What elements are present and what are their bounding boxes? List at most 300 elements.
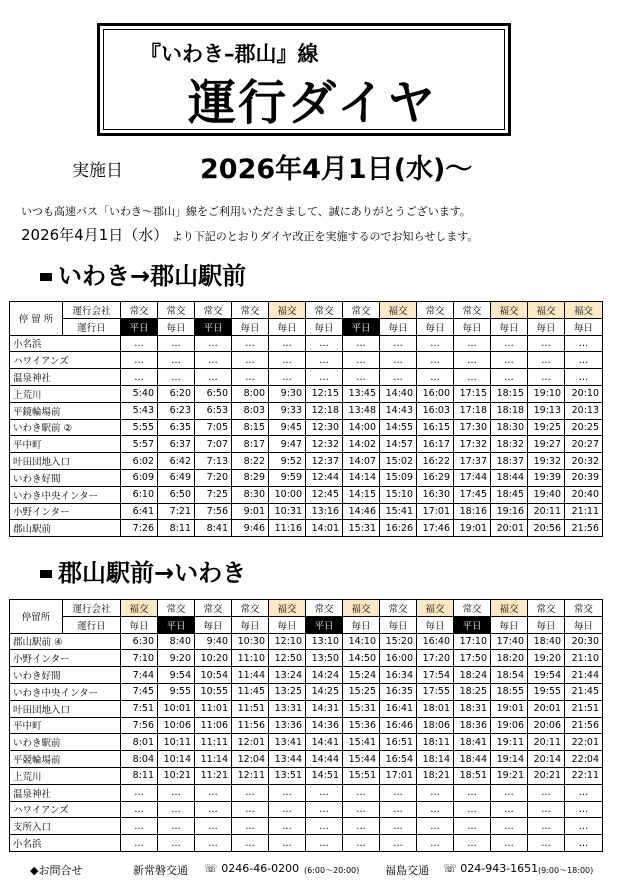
time-cell: 9:54 bbox=[158, 667, 195, 684]
time-cell: 18:51 bbox=[454, 767, 491, 784]
company-cell: 常交 bbox=[343, 302, 380, 319]
time-cell: 20:30 bbox=[565, 633, 603, 650]
time-cell: … bbox=[195, 835, 232, 852]
company-label: 運行会社 bbox=[63, 600, 121, 617]
stop-name: ハワイアンズ bbox=[10, 801, 121, 818]
time-cell: … bbox=[343, 352, 380, 369]
company-cell: 福交 bbox=[491, 302, 528, 319]
time-cell: 13:44 bbox=[269, 751, 306, 768]
time-cell: … bbox=[195, 801, 232, 818]
time-cell: 11:11 bbox=[195, 734, 232, 751]
time-cell: … bbox=[121, 818, 158, 835]
company-cell: 常交 bbox=[306, 600, 343, 617]
time-cell: 20:14 bbox=[528, 751, 565, 768]
time-cell: 16:03 bbox=[417, 402, 454, 419]
time-cell: … bbox=[454, 352, 491, 369]
time-cell: 19:01 bbox=[454, 520, 491, 537]
day-cell: 毎日 bbox=[343, 616, 380, 633]
time-cell: 13:16 bbox=[306, 503, 343, 520]
time-cell: … bbox=[195, 352, 232, 369]
time-cell: 10:30 bbox=[232, 633, 269, 650]
table-row bbox=[10, 436, 603, 453]
table-row bbox=[10, 369, 603, 386]
time-cell: 18:16 bbox=[454, 503, 491, 520]
time-cell: 15:02 bbox=[380, 453, 417, 470]
time-cell: … bbox=[565, 818, 603, 835]
time-cell: 14:31 bbox=[306, 700, 343, 717]
time-cell: 5:57 bbox=[121, 436, 158, 453]
time-cell: 7:44 bbox=[121, 667, 158, 684]
company-cell: 常交 bbox=[417, 302, 454, 319]
time-cell: 6:10 bbox=[121, 486, 158, 503]
company-cell: 常交 bbox=[454, 302, 491, 319]
time-cell: 10:11 bbox=[158, 734, 195, 751]
time-cell: … bbox=[380, 801, 417, 818]
day-cell: 毎日 bbox=[269, 616, 306, 633]
time-cell: 11:45 bbox=[232, 683, 269, 700]
time-cell: 15:24 bbox=[343, 667, 380, 684]
day-label: 運行日 bbox=[63, 616, 121, 633]
time-cell: 12:37 bbox=[306, 453, 343, 470]
company-name-1: 新常磐交通 bbox=[133, 864, 188, 877]
time-cell: 14:25 bbox=[306, 683, 343, 700]
time-cell: … bbox=[565, 335, 603, 352]
time-cell: 8:03 bbox=[232, 402, 269, 419]
time-cell: … bbox=[491, 801, 528, 818]
time-cell: 10:01 bbox=[158, 700, 195, 717]
company-cell: 福交 bbox=[417, 600, 454, 617]
time-cell: 7:56 bbox=[121, 717, 158, 734]
time-cell: … bbox=[306, 818, 343, 835]
company-row bbox=[10, 302, 603, 319]
time-cell: 17:01 bbox=[380, 767, 417, 784]
time-cell: 19:21 bbox=[491, 767, 528, 784]
outbound-heading bbox=[40, 256, 246, 291]
time-cell: 14:24 bbox=[306, 667, 343, 684]
time-cell: … bbox=[380, 369, 417, 386]
time-cell: 20:13 bbox=[565, 402, 603, 419]
time-cell: 7:07 bbox=[195, 436, 232, 453]
time-cell: 17:18 bbox=[454, 402, 491, 419]
time-cell: … bbox=[306, 784, 343, 801]
table-row bbox=[10, 469, 603, 486]
time-cell: … bbox=[417, 835, 454, 852]
table-row bbox=[10, 751, 603, 768]
time-cell: 9:59 bbox=[269, 469, 306, 486]
company-cell: 常交 bbox=[565, 600, 603, 617]
time-cell: 11:10 bbox=[232, 650, 269, 667]
time-cell: 17:44 bbox=[454, 469, 491, 486]
time-cell: 7:26 bbox=[121, 520, 158, 537]
table-row bbox=[10, 700, 603, 717]
notice-text: より下記のとおりダイヤ改正を実施するのでお知らせします。 bbox=[171, 230, 479, 243]
table-row bbox=[10, 385, 603, 402]
time-cell: 18:11 bbox=[417, 734, 454, 751]
time-cell: 16:35 bbox=[380, 683, 417, 700]
stop-name: 叶田団地入口 bbox=[10, 453, 121, 470]
time-cell: 18:41 bbox=[454, 734, 491, 751]
time-cell: … bbox=[195, 818, 232, 835]
route-name: 『いわき–郡山』線 bbox=[140, 42, 319, 66]
table-row bbox=[10, 650, 603, 667]
time-cell: 15:31 bbox=[343, 700, 380, 717]
time-cell: 9:33 bbox=[269, 402, 306, 419]
time-cell: 17:46 bbox=[417, 520, 454, 537]
time-cell: … bbox=[380, 835, 417, 852]
day-cell: 毎日 bbox=[491, 616, 528, 633]
time-cell: 19:55 bbox=[528, 683, 565, 700]
time-cell: 6:23 bbox=[158, 402, 195, 419]
company-cell: 常交 bbox=[232, 600, 269, 617]
time-cell: 13:45 bbox=[343, 385, 380, 402]
time-cell: 12:01 bbox=[232, 734, 269, 751]
time-cell: 18:06 bbox=[417, 717, 454, 734]
time-cell: 17:55 bbox=[417, 683, 454, 700]
time-cell: 14:40 bbox=[380, 385, 417, 402]
square-bullet-icon bbox=[40, 570, 52, 578]
time-cell: 20:01 bbox=[491, 520, 528, 537]
time-cell: 5:40 bbox=[121, 385, 158, 402]
time-cell: 14:46 bbox=[343, 503, 380, 520]
time-cell: 11:21 bbox=[195, 767, 232, 784]
company-cell: 福交 bbox=[269, 600, 306, 617]
time-cell: … bbox=[306, 835, 343, 852]
day-cell: 毎日 bbox=[417, 616, 454, 633]
time-cell: 19:16 bbox=[491, 503, 528, 520]
stop-header: 停 留 所 bbox=[10, 302, 63, 336]
title-box bbox=[97, 23, 511, 136]
time-cell: … bbox=[491, 835, 528, 852]
table-row bbox=[10, 667, 603, 684]
time-cell: 20:01 bbox=[528, 700, 565, 717]
time-cell: … bbox=[232, 335, 269, 352]
time-cell: 5:43 bbox=[121, 402, 158, 419]
company-cell: 常交 bbox=[454, 600, 491, 617]
time-cell: 20:39 bbox=[565, 469, 603, 486]
time-cell: 17:01 bbox=[417, 503, 454, 520]
time-cell: 6:09 bbox=[121, 469, 158, 486]
time-cell: 6:37 bbox=[158, 436, 195, 453]
time-cell: 15:10 bbox=[380, 486, 417, 503]
company-cell: 常交 bbox=[158, 600, 195, 617]
time-cell: … bbox=[528, 369, 565, 386]
day-cell: 毎日 bbox=[491, 318, 528, 335]
time-cell: 9:01 bbox=[232, 503, 269, 520]
time-cell: … bbox=[565, 801, 603, 818]
stop-name: 小野インター bbox=[10, 503, 121, 520]
inbound-timetable bbox=[9, 599, 603, 852]
page-title: 運行ダイヤ bbox=[188, 75, 438, 131]
time-cell: 22:01 bbox=[565, 734, 603, 751]
time-cell: 6:20 bbox=[158, 385, 195, 402]
time-cell: 18:18 bbox=[491, 402, 528, 419]
time-cell: 12:18 bbox=[306, 402, 343, 419]
stop-name: 平中町 bbox=[10, 717, 121, 734]
time-cell: 14:01 bbox=[306, 520, 343, 537]
time-cell: 11:16 bbox=[269, 520, 306, 537]
time-cell: 13:48 bbox=[343, 402, 380, 419]
time-cell: 9:46 bbox=[232, 520, 269, 537]
time-cell: … bbox=[454, 784, 491, 801]
time-cell: … bbox=[121, 335, 158, 352]
stop-name: いわき好間 bbox=[10, 667, 121, 684]
time-cell: 14:44 bbox=[306, 751, 343, 768]
day-cell: 平日 bbox=[306, 616, 343, 633]
stop-name: ハワイアンズ bbox=[10, 352, 121, 369]
time-cell: 8:00 bbox=[232, 385, 269, 402]
time-cell: 8:41 bbox=[195, 520, 232, 537]
company-cell: 常交 bbox=[380, 600, 417, 617]
time-cell: 7:21 bbox=[158, 503, 195, 520]
time-cell: … bbox=[565, 835, 603, 852]
table-row bbox=[10, 801, 603, 818]
day-cell: 毎日 bbox=[232, 616, 269, 633]
time-cell: … bbox=[158, 784, 195, 801]
time-cell: 7:45 bbox=[121, 683, 158, 700]
day-cell: 毎日 bbox=[306, 318, 343, 335]
time-cell: 8:29 bbox=[232, 469, 269, 486]
time-cell: 8:11 bbox=[158, 520, 195, 537]
time-cell: 16:40 bbox=[417, 633, 454, 650]
stop-name: 郡山駅前 ④ bbox=[10, 633, 121, 650]
time-cell: 22:04 bbox=[565, 751, 603, 768]
company-cell: 常交 bbox=[528, 600, 565, 617]
inbound-heading-text: 郡山駅前→いわき bbox=[58, 559, 247, 587]
company-cell: 常交 bbox=[158, 302, 195, 319]
company-cell: 常交 bbox=[195, 302, 232, 319]
outbound-heading-text: いわき→郡山駅前 bbox=[58, 262, 247, 290]
table-row bbox=[10, 520, 603, 537]
time-cell: … bbox=[528, 784, 565, 801]
time-cell: 8:11 bbox=[121, 767, 158, 784]
time-cell: 9:40 bbox=[195, 633, 232, 650]
time-cell: 17:40 bbox=[491, 633, 528, 650]
time-cell: 12:10 bbox=[269, 633, 306, 650]
time-cell: 9:55 bbox=[158, 683, 195, 700]
day-cell: 毎日 bbox=[195, 616, 232, 633]
time-cell: … bbox=[343, 784, 380, 801]
time-cell: … bbox=[491, 335, 528, 352]
time-cell: 21:56 bbox=[565, 520, 603, 537]
time-cell: 14:00 bbox=[343, 419, 380, 436]
day-cell: 平日 bbox=[121, 318, 158, 335]
time-cell: 20:56 bbox=[528, 520, 565, 537]
day-cell: 平日 bbox=[454, 616, 491, 633]
time-cell: … bbox=[491, 352, 528, 369]
time-cell: 16:00 bbox=[417, 385, 454, 402]
time-cell: 8:15 bbox=[232, 419, 269, 436]
time-cell: 16:54 bbox=[380, 751, 417, 768]
company-cell: 福交 bbox=[565, 302, 603, 319]
company-row bbox=[10, 600, 603, 617]
time-cell: 12:30 bbox=[306, 419, 343, 436]
time-cell: 16:51 bbox=[380, 734, 417, 751]
time-cell: … bbox=[269, 369, 306, 386]
time-cell: … bbox=[343, 801, 380, 818]
time-cell: 9:20 bbox=[158, 650, 195, 667]
company-cell: 常交 bbox=[121, 302, 158, 319]
time-cell: … bbox=[343, 818, 380, 835]
time-cell: 18:37 bbox=[491, 453, 528, 470]
effective-date: 2026年4月1日(水)〜 bbox=[200, 154, 473, 185]
time-cell: … bbox=[195, 335, 232, 352]
time-cell: 13:24 bbox=[269, 667, 306, 684]
time-cell: … bbox=[528, 801, 565, 818]
time-cell: 16:29 bbox=[417, 469, 454, 486]
time-cell: 6:02 bbox=[121, 453, 158, 470]
time-cell: 16:15 bbox=[417, 419, 454, 436]
day-cell: 毎日 bbox=[232, 318, 269, 335]
time-cell: 15:36 bbox=[343, 717, 380, 734]
time-cell: … bbox=[269, 818, 306, 835]
table-row bbox=[10, 835, 603, 852]
inbound-heading bbox=[40, 553, 246, 588]
time-cell: 17:32 bbox=[454, 436, 491, 453]
time-cell: 17:50 bbox=[454, 650, 491, 667]
time-cell: 21:11 bbox=[565, 503, 603, 520]
time-cell: 8:17 bbox=[232, 436, 269, 453]
time-cell: 15:44 bbox=[343, 751, 380, 768]
time-cell: 9:52 bbox=[269, 453, 306, 470]
notice-line-2 bbox=[21, 224, 478, 245]
day-cell: 毎日 bbox=[565, 616, 603, 633]
time-cell: 12:04 bbox=[232, 751, 269, 768]
stop-name: 上荒川 bbox=[10, 767, 121, 784]
stop-header: 停留所 bbox=[10, 600, 63, 634]
table-row bbox=[10, 784, 603, 801]
time-cell: 18:44 bbox=[491, 469, 528, 486]
square-bullet-icon bbox=[40, 273, 52, 281]
time-cell: 18:44 bbox=[454, 751, 491, 768]
time-cell: 16:22 bbox=[417, 453, 454, 470]
time-cell: 16:26 bbox=[380, 520, 417, 537]
time-cell: 10:55 bbox=[195, 683, 232, 700]
day-cell: 平日 bbox=[195, 318, 232, 335]
table-row bbox=[10, 486, 603, 503]
day-cell: 毎日 bbox=[528, 318, 565, 335]
notice-line-1: いつも高速バス「いわき〜郡山」線をご利用いただきまして、誠にありがとうございます。 bbox=[21, 205, 471, 218]
time-cell: 12:15 bbox=[306, 385, 343, 402]
time-cell: 16:46 bbox=[380, 717, 417, 734]
table-row bbox=[10, 734, 603, 751]
stop-name: 温泉神社 bbox=[10, 784, 121, 801]
company-cell: 福交 bbox=[343, 600, 380, 617]
time-cell: 16:17 bbox=[417, 436, 454, 453]
time-cell: 14:41 bbox=[306, 734, 343, 751]
time-cell: … bbox=[158, 352, 195, 369]
time-cell: 15:41 bbox=[343, 734, 380, 751]
time-cell: 21:45 bbox=[565, 683, 603, 700]
time-cell: 15:25 bbox=[343, 683, 380, 700]
stop-name: いわき中央インター bbox=[10, 683, 121, 700]
time-cell: 11:06 bbox=[195, 717, 232, 734]
phone-1: ☏ 0246-46-0200 bbox=[204, 862, 300, 875]
time-cell: 19:13 bbox=[528, 402, 565, 419]
time-cell: 18:21 bbox=[417, 767, 454, 784]
time-cell: … bbox=[380, 352, 417, 369]
time-cell: … bbox=[121, 801, 158, 818]
time-cell: 9:30 bbox=[269, 385, 306, 402]
time-cell: 19:39 bbox=[528, 469, 565, 486]
time-cell: 8:04 bbox=[121, 751, 158, 768]
effective-date-label: 実施日 bbox=[72, 161, 123, 181]
time-cell: 14:57 bbox=[380, 436, 417, 453]
time-cell: 18:55 bbox=[491, 683, 528, 700]
time-cell: … bbox=[417, 801, 454, 818]
stop-name: いわき好間 bbox=[10, 469, 121, 486]
time-cell: 18:45 bbox=[491, 486, 528, 503]
time-cell: 10:06 bbox=[158, 717, 195, 734]
time-cell: 11:56 bbox=[232, 717, 269, 734]
time-cell: 19:11 bbox=[491, 734, 528, 751]
stop-name: 温泉神社 bbox=[10, 369, 121, 386]
time-cell: 14:55 bbox=[380, 419, 417, 436]
stop-name: 支所入口 bbox=[10, 818, 121, 835]
time-cell: 16:30 bbox=[417, 486, 454, 503]
day-cell: 毎日 bbox=[417, 318, 454, 335]
time-cell: … bbox=[454, 818, 491, 835]
day-cell: 毎日 bbox=[380, 318, 417, 335]
time-cell: 12:45 bbox=[306, 486, 343, 503]
stop-name: 小名浜 bbox=[10, 335, 121, 352]
time-cell: 20:27 bbox=[565, 436, 603, 453]
day-cell: 毎日 bbox=[565, 318, 603, 335]
time-cell: … bbox=[121, 784, 158, 801]
time-cell: 14:02 bbox=[343, 436, 380, 453]
table-row bbox=[10, 335, 603, 352]
company-cell: 常交 bbox=[195, 600, 232, 617]
company-label: 運行会社 bbox=[63, 302, 121, 319]
time-cell: … bbox=[528, 835, 565, 852]
time-cell: … bbox=[528, 335, 565, 352]
time-cell: 18:24 bbox=[454, 667, 491, 684]
time-cell: … bbox=[380, 784, 417, 801]
time-cell: … bbox=[232, 352, 269, 369]
time-cell: 8:01 bbox=[121, 734, 158, 751]
time-cell: 14:36 bbox=[306, 717, 343, 734]
time-cell: … bbox=[343, 369, 380, 386]
stop-name: 平競輪場前 bbox=[10, 751, 121, 768]
time-cell: … bbox=[158, 818, 195, 835]
time-cell: 12:50 bbox=[269, 650, 306, 667]
time-cell: … bbox=[454, 369, 491, 386]
day-cell: 毎日 bbox=[380, 616, 417, 633]
time-cell: 19:06 bbox=[491, 717, 528, 734]
time-cell: … bbox=[269, 352, 306, 369]
time-cell: 18:36 bbox=[454, 717, 491, 734]
company-cell: 福交 bbox=[491, 600, 528, 617]
time-cell: 9:47 bbox=[269, 436, 306, 453]
stop-name: 叶田団地入口 bbox=[10, 700, 121, 717]
time-cell: 15:20 bbox=[380, 633, 417, 650]
time-cell: … bbox=[528, 818, 565, 835]
time-cell: … bbox=[417, 818, 454, 835]
time-cell: 18:30 bbox=[491, 419, 528, 436]
table-row bbox=[10, 633, 603, 650]
outbound-timetable bbox=[9, 301, 603, 537]
time-cell: 20:11 bbox=[528, 734, 565, 751]
time-cell: 15:31 bbox=[343, 520, 380, 537]
time-cell: 17:10 bbox=[454, 633, 491, 650]
time-cell: 19:27 bbox=[528, 436, 565, 453]
time-cell: 16:00 bbox=[380, 650, 417, 667]
time-cell: … bbox=[195, 369, 232, 386]
time-cell: 6:30 bbox=[121, 633, 158, 650]
day-row bbox=[10, 318, 603, 335]
time-cell: … bbox=[232, 818, 269, 835]
time-cell: … bbox=[269, 835, 306, 852]
time-cell: 14:15 bbox=[343, 486, 380, 503]
